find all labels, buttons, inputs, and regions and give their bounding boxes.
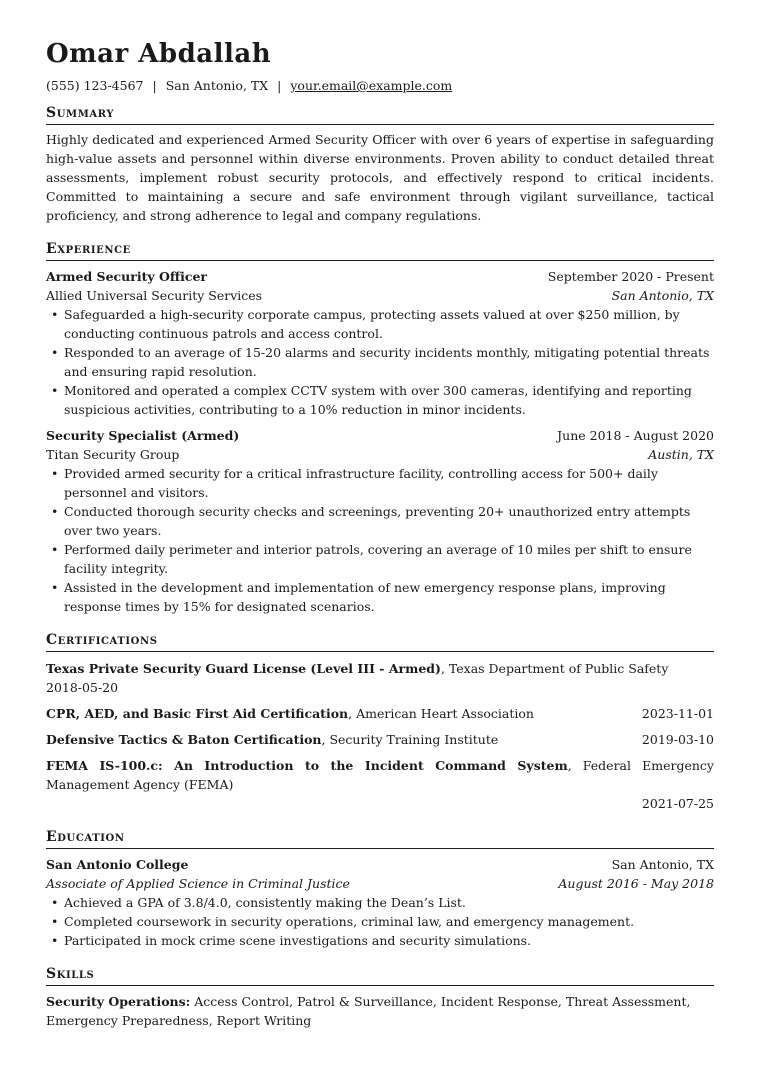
summary-text: Highly dedicated and experienced Armed Security Officer with over 6 years of expertise in safeguarding high-value assets and personnel within diverse environments. Proven ability to conduct detailed threat assessments, implement robust security protocols, and effectively respond to critical incidents. Committed to maintaining a secure and safe environment through vigilant surveillance, tactical proficiency, and strong adherence to legal and company regulations. [46, 132, 714, 223]
job-location: San Antonio, TX [611, 288, 714, 303]
location: San Antonio, TX [165, 78, 269, 93]
candidate-name: Omar Abdallah [46, 39, 272, 69]
cert-date: 2019-03-10 [641, 732, 714, 747]
list-item: • Provided armed security for a critical infrastructure facility, controlling access for 500+ daily personnel and visitors. [51, 466, 658, 500]
section-title-certifications: Certifications [46, 632, 714, 652]
list-item: • Monitored and operated a complex CCTV system with over 300 cameras, identifying and reporting suspicious activities, contributing to a 10% reduction in minor incidents. [51, 383, 692, 417]
cert-issuer: , Texas Department of Public Safety [440, 661, 669, 676]
section-title-education: Education [46, 829, 714, 849]
education-dates: August 2016 - May 2018 [558, 876, 714, 891]
list-item: • Participated in mock crime scene investigations and security simulations. [51, 933, 532, 948]
bullet-icon: • [51, 542, 59, 557]
school-location: San Antonio, TX [611, 857, 714, 872]
job-location: Austin, TX [648, 447, 714, 462]
cert-issuer: , American Heart Association [348, 706, 534, 721]
cert-issuer: , Security Training Institute [321, 732, 499, 747]
cert-date: 2023-11-01 [641, 706, 714, 721]
cert-date: 2021-07-25 [641, 796, 714, 811]
school-name: San Antonio College [46, 857, 189, 872]
phone: (555) 123-4567 [46, 78, 144, 93]
list-item: • Assisted in the development and implementation of new emergency response plans, improving response times by 15% for designated scenarios. [51, 580, 666, 614]
list-item: • Safeguarded a high-security corporate campus, protecting assets valued at over $250 million, by conducting continuous patrols and access control. [51, 307, 680, 341]
skills-label: Security Operations: [46, 994, 191, 1009]
job-role: Security Specialist (Armed) [46, 428, 240, 443]
degree: Associate of Applied Science in Criminal Justice [46, 876, 350, 891]
job-role: Armed Security Officer [46, 269, 208, 284]
separator: | [277, 78, 282, 93]
bullet-icon: • [51, 895, 59, 910]
bullet-icon: • [51, 933, 59, 948]
section-title-summary: Summary [46, 105, 714, 125]
bullet-icon: • [51, 307, 59, 322]
separator: | [152, 78, 157, 93]
job-bullets [46, 305, 714, 419]
job-entry [46, 426, 714, 616]
email-link[interactable]: your.email@example.com [290, 78, 453, 93]
certification-entry [46, 756, 714, 813]
certification-entry [46, 704, 714, 723]
list-item: • Conducted thorough security checks and screenings, preventing 20+ unauthorized entry attempts over two years. [51, 504, 691, 538]
bullet-icon: • [51, 345, 59, 360]
bullet-icon: • [51, 914, 59, 929]
job-company: Allied Universal Security Services [46, 288, 263, 303]
list-item: • Responded to an average of 15-20 alarms and security incidents monthly, mitigating potential threats and ensuring rapid resolution. [51, 345, 710, 379]
skills-line [46, 992, 714, 1030]
job-dates: September 2020 - Present [547, 269, 714, 284]
cert-name: CPR, AED, and Basic First Aid Certification [46, 706, 349, 721]
bullet-icon: • [51, 466, 59, 481]
job-bullets [46, 464, 714, 616]
education-bullets [46, 893, 714, 950]
certification-entry [46, 659, 714, 697]
job-dates: June 2018 - August 2020 [557, 428, 714, 443]
cert-date: 2018-05-20 [46, 680, 119, 695]
list-item: • Completed coursework in security operations, criminal law, and emergency management. [51, 914, 635, 929]
certification-entry [46, 730, 714, 749]
contact-line [46, 78, 714, 94]
bullet-icon: • [51, 504, 59, 519]
cert-issuer: , Federal Emergency Management Agency (FEMA) [46, 758, 714, 792]
cert-name: Defensive Tactics & Baton Certification [46, 732, 322, 747]
bullet-icon: • [51, 580, 59, 595]
skills-text: Access Control, Patrol & Surveillance, Incident Response, Threat Assessment, Emergency Preparedness, Report Writing [46, 994, 691, 1028]
education-entry [46, 855, 714, 950]
cert-name: FEMA IS-100.c: An Introduction to the Incident Command System [46, 758, 568, 773]
section-title-skills: Skills [46, 966, 714, 986]
section-title-experience: Experience [46, 241, 714, 261]
job-company: Titan Security Group [46, 447, 180, 462]
cert-name: Texas Private Security Guard License (Level III - Armed) [46, 661, 441, 676]
list-item: • Performed daily perimeter and interior patrols, covering an average of 10 miles per shift to ensure facility integrity. [51, 542, 692, 576]
list-item: • Achieved a GPA of 3.8/4.0, consistently making the Dean’s List. [51, 895, 466, 910]
bullet-icon: • [51, 383, 59, 398]
job-entry [46, 267, 714, 419]
